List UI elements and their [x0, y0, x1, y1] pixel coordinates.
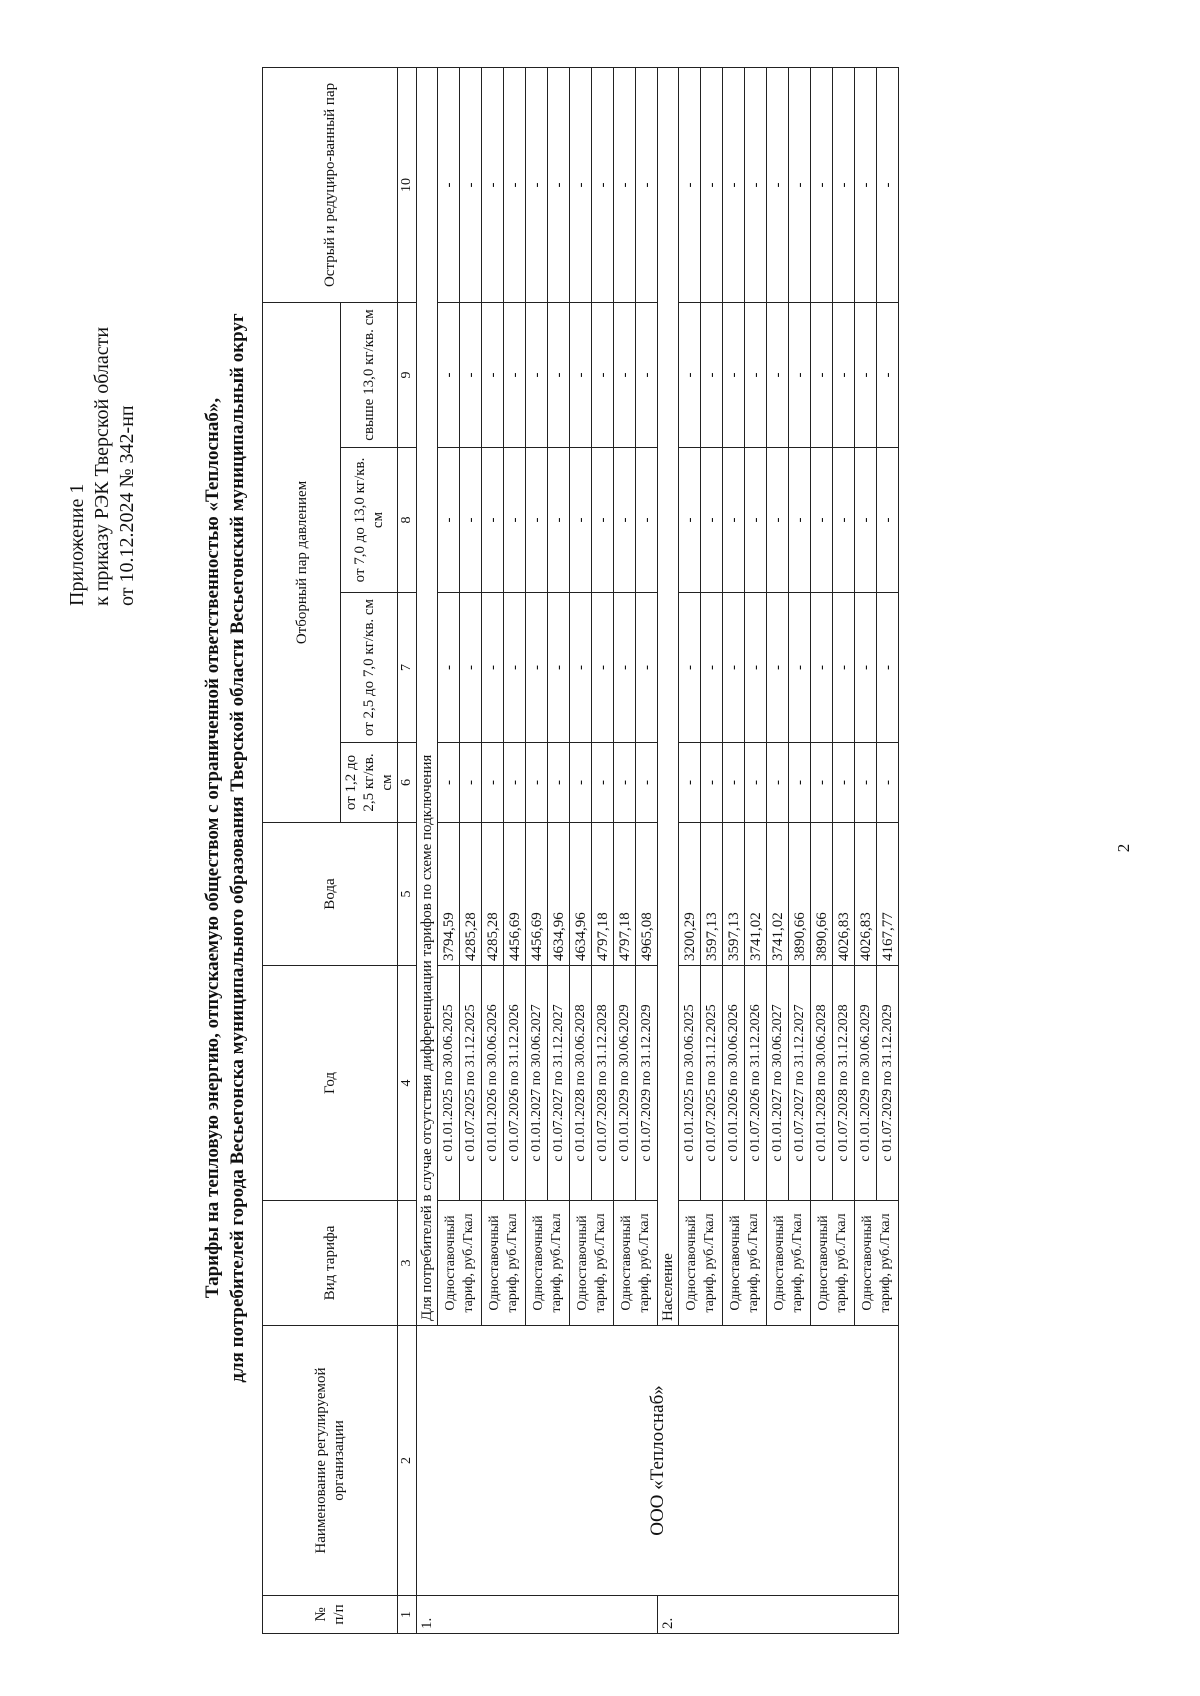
period-cell: с 01.07.2025 по 31.12.2025 [701, 966, 723, 1201]
document-title [200, 0, 250, 1696]
steam-tariff-cell: - [526, 593, 548, 743]
period-cell: с 01.07.2029 по 31.12.2029 [877, 966, 899, 1201]
steam-tariff-cell: - [745, 67, 767, 302]
water-tariff-cell: 3200,29 [679, 823, 701, 966]
steam-tariff-cell: - [679, 448, 701, 593]
steam-tariff-cell: - [504, 302, 526, 447]
period-cell: с 01.07.2026 по 31.12.2026 [504, 966, 526, 1201]
steam-tariff-cell: - [504, 67, 526, 302]
water-tariff-cell: 4965,08 [636, 823, 658, 966]
water-tariff-cell: 4456,69 [526, 823, 548, 966]
column-number: 9 [398, 302, 417, 447]
steam-tariff-cell: - [789, 67, 811, 302]
water-tariff-cell: 4285,28 [482, 823, 504, 966]
steam-tariff-cell: - [723, 448, 745, 593]
steam-tariff-cell: - [548, 448, 570, 593]
tariff-kind: Одноставочный тариф, руб./Гкал [855, 1201, 899, 1326]
steam-tariff-cell: - [614, 593, 636, 743]
water-tariff-cell: 3890,66 [811, 823, 833, 966]
steam-tariff-cell: - [745, 302, 767, 447]
section-title: Население [658, 67, 679, 1325]
water-tariff-cell: 3741,02 [745, 823, 767, 966]
section-title: Для потребителей в случае отсутствия дифференциации тарифов по схеме подключения [417, 67, 438, 1325]
steam-tariff-cell: - [789, 302, 811, 447]
water-tariff-cell: 3741,02 [767, 823, 789, 966]
steam-tariff-cell: - [877, 593, 899, 743]
steam-tariff-cell: - [570, 302, 592, 447]
steam-tariff-cell: - [636, 593, 658, 743]
steam-tariff-cell: - [636, 67, 658, 302]
header-tariff-kind: Вид тарифа [263, 1201, 398, 1326]
column-number: 1 [398, 1596, 417, 1634]
steam-tariff-cell: - [548, 593, 570, 743]
column-number-row [398, 67, 417, 1633]
steam-tariff-cell: - [833, 593, 855, 743]
water-tariff-cell: 4167,77 [877, 823, 899, 966]
steam-tariff-cell: - [636, 743, 658, 823]
steam-tariff-cell: - [723, 593, 745, 743]
period-cell: с 01.01.2027 по 30.06.2027 [767, 966, 789, 1201]
header-year: Год [263, 966, 398, 1201]
water-tariff-cell: 4634,96 [548, 823, 570, 966]
steam-tariff-cell: - [789, 593, 811, 743]
steam-tariff-cell: - [482, 302, 504, 447]
column-number: 8 [398, 448, 417, 593]
steam-tariff-cell: - [614, 448, 636, 593]
steam-tariff-cell: - [833, 743, 855, 823]
steam-tariff-cell: - [438, 743, 460, 823]
steam-tariff-cell: - [701, 302, 723, 447]
column-number: 2 [398, 1326, 417, 1596]
steam-tariff-cell: - [767, 302, 789, 447]
steam-tariff-cell: - [701, 743, 723, 823]
steam-tariff-cell: - [855, 593, 877, 743]
steam-tariff-cell: - [745, 448, 767, 593]
steam-tariff-cell: - [504, 448, 526, 593]
steam-tariff-cell: - [570, 593, 592, 743]
water-tariff-cell: 4797,18 [614, 823, 636, 966]
steam-tariff-cell: - [592, 67, 614, 302]
steam-tariff-cell: - [855, 448, 877, 593]
steam-tariff-cell: - [548, 743, 570, 823]
steam-tariff-cell: - [855, 302, 877, 447]
title-line: для потребителей города Весьегонска муниципального образования Тверской области Весьегонский муниципальный округ [227, 313, 248, 1383]
steam-tariff-cell: - [482, 593, 504, 743]
tariff-kind: Одноставочный тариф, руб./Гкал [767, 1201, 811, 1326]
period-cell: с 01.07.2028 по 31.12.2028 [592, 966, 614, 1201]
header-pressure-3: от 7,0 до 13,0 кг/кв. см [341, 448, 398, 593]
period-cell: с 01.07.2027 по 31.12.2027 [548, 966, 570, 1201]
column-number: 6 [398, 743, 417, 823]
steam-tariff-cell: - [767, 743, 789, 823]
tariff-kind: Одноставочный тариф, руб./Гкал [526, 1201, 570, 1326]
appendix-line: к приказу РЭК Тверской области [91, 326, 113, 606]
period-cell: с 01.01.2025 по 30.06.2025 [438, 966, 460, 1201]
steam-tariff-cell: - [482, 448, 504, 593]
period-cell: с 01.01.2029 по 30.06.2029 [855, 966, 877, 1201]
steam-tariff-cell: - [460, 302, 482, 447]
tariff-table [262, 67, 899, 1634]
period-cell: с 01.01.2027 по 30.06.2027 [526, 966, 548, 1201]
steam-tariff-cell: - [767, 593, 789, 743]
steam-tariff-cell: - [592, 593, 614, 743]
period-cell: с 01.01.2026 по 30.06.2026 [723, 966, 745, 1201]
tariff-kind: Одноставочный тариф, руб./Гкал [570, 1201, 614, 1326]
steam-tariff-cell: - [811, 302, 833, 447]
steam-tariff-cell: - [526, 448, 548, 593]
section-index: 2. [658, 1596, 899, 1634]
steam-tariff-cell: - [701, 67, 723, 302]
column-number: 4 [398, 966, 417, 1201]
column-number: 7 [398, 593, 417, 743]
steam-tariff-cell: - [679, 302, 701, 447]
section-row [417, 67, 438, 1633]
steam-tariff-cell: - [548, 67, 570, 302]
water-tariff-cell: 3597,13 [701, 823, 723, 966]
steam-tariff-cell: - [877, 743, 899, 823]
header-organization: Наименование регулируемой организации [263, 1326, 398, 1596]
steam-tariff-cell: - [855, 743, 877, 823]
steam-tariff-cell: - [855, 67, 877, 302]
period-cell: с 01.01.2029 по 30.06.2029 [614, 966, 636, 1201]
steam-tariff-cell: - [745, 743, 767, 823]
water-tariff-cell: 3794,59 [438, 823, 460, 966]
steam-tariff-cell: - [789, 448, 811, 593]
steam-tariff-cell: - [767, 448, 789, 593]
title-line: Тарифы на тепловую энергию, отпускаемую обществом с ограниченной ответственностью «Теплоснаб», [202, 397, 223, 1299]
steam-tariff-cell: - [877, 448, 899, 593]
steam-tariff-cell: - [679, 743, 701, 823]
steam-tariff-cell: - [482, 67, 504, 302]
steam-tariff-cell: - [614, 743, 636, 823]
period-cell: с 01.01.2026 по 30.06.2026 [482, 966, 504, 1201]
steam-tariff-cell: - [460, 67, 482, 302]
water-tariff-cell: 4456,69 [504, 823, 526, 966]
steam-tariff-cell: - [877, 302, 899, 447]
steam-tariff-cell: - [460, 743, 482, 823]
tariff-kind: Одноставочный тариф, руб./Гкал [482, 1201, 526, 1326]
steam-tariff-cell: - [833, 448, 855, 593]
steam-tariff-cell: - [636, 302, 658, 447]
steam-tariff-cell: - [723, 743, 745, 823]
steam-tariff-cell: - [438, 448, 460, 593]
water-tariff-cell: 4285,28 [460, 823, 482, 966]
steam-tariff-cell: - [811, 593, 833, 743]
steam-tariff-cell: - [723, 302, 745, 447]
appendix-block [65, 327, 140, 606]
tariff-kind: Одноставочный тариф, руб./Гкал [438, 1201, 482, 1326]
steam-tariff-cell: - [592, 743, 614, 823]
steam-tariff-cell: - [526, 743, 548, 823]
water-tariff-cell: 3890,66 [789, 823, 811, 966]
steam-tariff-cell: - [570, 448, 592, 593]
tariff-kind: Одноставочный тариф, руб./Гкал [811, 1201, 855, 1326]
tariff-table-body [417, 67, 899, 1633]
header-sharp-steam: Острый и редуциро-ванный пар [263, 67, 398, 302]
steam-tariff-cell: - [636, 448, 658, 593]
steam-tariff-cell: - [789, 743, 811, 823]
steam-tariff-cell: - [438, 67, 460, 302]
steam-tariff-cell: - [877, 67, 899, 302]
steam-tariff-cell: - [833, 302, 855, 447]
steam-tariff-cell: - [679, 593, 701, 743]
steam-tariff-cell: - [811, 67, 833, 302]
period-cell: с 01.07.2028 по 31.12.2028 [833, 966, 855, 1201]
tariff-kind: Одноставочный тариф, руб./Гкал [614, 1201, 658, 1326]
appendix-line: Приложение 1 [66, 483, 88, 606]
steam-tariff-cell: - [701, 593, 723, 743]
header-steam-group: Отборный пар давлением [263, 302, 341, 822]
steam-tariff-cell: - [504, 743, 526, 823]
header-pressure-2: от 2,5 до 7,0 кг/кв. см [341, 593, 398, 743]
steam-tariff-cell: - [526, 302, 548, 447]
water-tariff-cell: 4797,18 [592, 823, 614, 966]
steam-tariff-cell: - [438, 302, 460, 447]
steam-tariff-cell: - [482, 743, 504, 823]
period-cell: с 01.01.2028 по 30.06.2028 [570, 966, 592, 1201]
steam-tariff-cell: - [438, 593, 460, 743]
column-number: 10 [398, 67, 417, 302]
tariff-kind: Одноставочный тариф, руб./Гкал [679, 1201, 723, 1326]
period-cell: с 01.01.2028 по 30.06.2028 [811, 966, 833, 1201]
steam-tariff-cell: - [460, 448, 482, 593]
water-tariff-cell: 4026,83 [855, 823, 877, 966]
header-water: Вода [263, 823, 398, 966]
steam-tariff-cell: - [723, 67, 745, 302]
steam-tariff-cell: - [504, 593, 526, 743]
column-number: 3 [398, 1201, 417, 1326]
steam-tariff-cell: - [526, 67, 548, 302]
column-number: 5 [398, 823, 417, 966]
period-cell: с 01.07.2027 по 31.12.2027 [789, 966, 811, 1201]
period-cell: с 01.07.2025 по 31.12.2025 [460, 966, 482, 1201]
steam-tariff-cell: - [570, 743, 592, 823]
period-cell: с 01.07.2026 по 31.12.2026 [745, 966, 767, 1201]
water-tariff-cell: 4026,83 [833, 823, 855, 966]
steam-tariff-cell: - [460, 593, 482, 743]
period-cell: с 01.07.2029 по 31.12.2029 [636, 966, 658, 1201]
water-tariff-cell: 3597,13 [723, 823, 745, 966]
section-index: 1. [417, 1596, 658, 1634]
steam-tariff-cell: - [592, 302, 614, 447]
header-number: № п/п [263, 1596, 398, 1634]
steam-tariff-cell: - [745, 593, 767, 743]
water-tariff-cell: 4634,96 [570, 823, 592, 966]
period-cell: с 01.01.2025 по 30.06.2025 [679, 966, 701, 1201]
steam-tariff-cell: - [767, 67, 789, 302]
steam-tariff-cell: - [548, 302, 570, 447]
page-number: 2 [1114, 843, 1133, 853]
steam-tariff-cell: - [833, 67, 855, 302]
steam-tariff-cell: - [614, 67, 636, 302]
organization-name: ООО «Теплоснаб» [417, 1326, 899, 1596]
steam-tariff-cell: - [679, 67, 701, 302]
steam-tariff-cell: - [701, 448, 723, 593]
header-pressure-4: свыше 13,0 кг/кв. см [341, 302, 398, 447]
steam-tariff-cell: - [811, 743, 833, 823]
steam-tariff-cell: - [592, 448, 614, 593]
appendix-line: от 10.12.2024 № 342-нп [116, 405, 138, 606]
tariff-kind: Одноставочный тариф, руб./Гкал [723, 1201, 767, 1326]
steam-tariff-cell: - [811, 448, 833, 593]
header-pressure-1: от 1,2 до 2,5 кг/кв. см [341, 743, 398, 823]
steam-tariff-cell: - [614, 302, 636, 447]
steam-tariff-cell: - [570, 67, 592, 302]
